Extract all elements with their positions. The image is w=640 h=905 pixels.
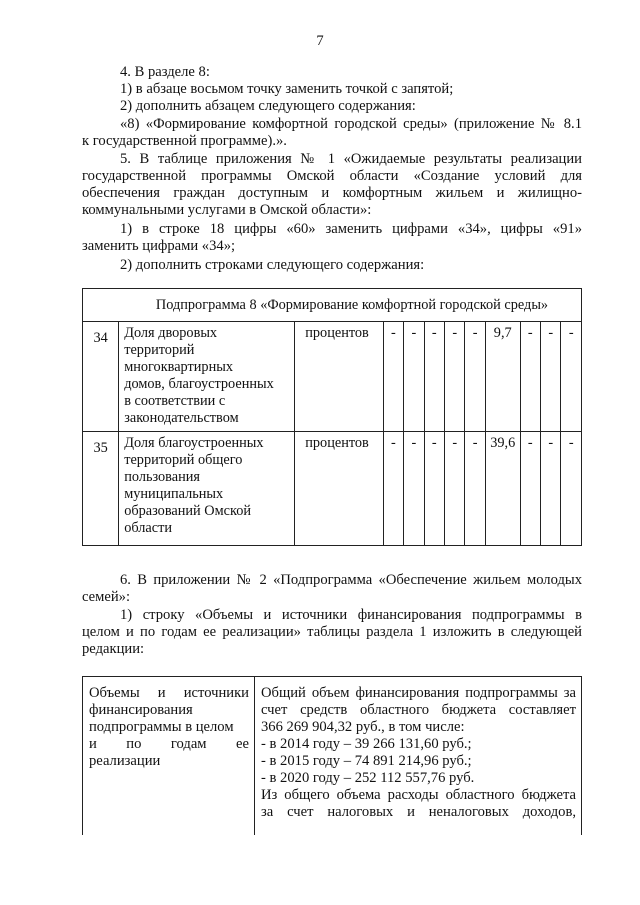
indicator-name-line: образований Омской [124,503,252,519]
paragraph-section-8: 4. В разделе 8: [120,64,210,80]
subprogram-header: Подпрограмма 8 «Формирование комфортной городской среды» [83,289,582,322]
paragraph-quote-line-1: «8) «Формирование комфортной городской среды» (приложение № 8.1 [120,116,582,132]
indicator-name-line: области [124,520,172,536]
value-cell: - [404,432,424,546]
value-cell: - [541,322,561,432]
paragraph-add-rows: 2) дополнить строками следующего содержания: [120,257,425,273]
paragraph-table-line-4: коммунальными услугами в Омской области»: [82,202,372,218]
indicator-name-line: многоквартирных [124,359,233,375]
indicator-name-line: территорий [124,342,195,358]
paragraph-table-line-3: обеспечения граждан доступным и комфортным жильем и жилищно- [82,185,582,201]
indicator-name-line: Доля благоустроенных [124,435,264,451]
value-cell: 9,7 [485,322,520,432]
value-cell: 39,6 [485,432,520,546]
value-cell: - [541,432,561,546]
row-number: 34 [83,322,119,432]
value-cell: - [465,322,485,432]
paragraph-appendix-line-1: 6. В приложении № 2 «Подпрограмма «Обеспечение жильем молодых [120,572,582,588]
table-row [83,432,582,546]
paragraph-financing-line-1: 1) строку «Объемы и источники финансирования подпрограммы в [120,607,582,623]
indicator-name-line: Доля дворовых [124,325,218,341]
financing-value-line: - в 2015 году – 74 891 214,96 руб.; [261,753,472,769]
financing-label-line: реализации [89,753,161,769]
indicator-name-line: домов, благоустроенных [124,376,274,392]
indicator-name-line: пользования [124,469,200,485]
unit-cell: процентов [295,432,383,546]
value-cell: - [561,432,582,546]
page-number: 7 [316,33,324,49]
paragraph-quote [82,116,582,150]
financing-value-line: счет средств областного бюджета составляет [261,702,576,718]
paragraph-appendix-line-2: семей»: [82,589,131,605]
table-header-row [83,289,582,322]
paragraph-financing-line-2: целом и по годам ее реализации» таблицы раздела 1 изложить в следующей [82,624,582,640]
paragraph-table-line-2: государственной программы Омской области «Создание условий для [82,168,582,184]
financing-label-line: подпрограммы в целом [89,719,234,735]
paragraph-replace-line-1: 1) в строке 18 цифры «60» заменить цифрами «34», цифры «91» [120,221,582,237]
financing-label-cell [83,677,255,836]
paragraph-table-app-1 [82,151,582,219]
value-cell: - [383,322,403,432]
value-cell: - [561,322,582,432]
paragraph-item-1: 1) в абзаце восьмом точку заменить точкой с запятой; [120,81,454,97]
paragraph-appendix-2 [82,572,582,606]
financing-value-cell [255,677,582,836]
indicator-name [119,432,295,546]
indicator-name-line: законодательством [124,410,239,426]
paragraph-financing-line-3: редакции: [82,641,145,657]
financing-label-line: и по годам ее [89,736,249,752]
value-cell: - [465,432,485,546]
row-number: 35 [83,432,119,546]
value-cell: - [520,432,540,546]
value-cell: - [424,432,444,546]
value-cell: - [424,322,444,432]
financing-value-line: Общий объем финансирования подпрограммы за [261,685,576,701]
value-cell: - [520,322,540,432]
financing-label-line: Объемы и источники [89,685,249,701]
financing-value-line: - в 2020 году – 252 112 557,76 руб. [261,770,475,786]
paragraph-table-line-1: 5. В таблице приложения № 1 «Ожидаемые результаты реализации [120,151,582,167]
financing-value-line: за счет налоговых и неналоговых доходов, [261,804,576,820]
paragraph-replace-digits [82,221,582,255]
value-cell: - [383,432,403,546]
indicator-name-line: территорий общего [124,452,243,468]
financing-table [82,676,582,835]
value-cell: - [445,432,465,546]
paragraph-item-2: 2) дополнить абзацем следующего содержания: [120,98,416,114]
unit-cell: процентов [295,322,383,432]
value-cell: - [445,322,465,432]
results-table [82,288,582,546]
financing-value-line: 366 269 904,32 руб., в том числе: [261,719,465,735]
indicator-name-line: муниципальных [124,486,224,502]
paragraph-replace-line-2: заменить цифрами «34»; [82,238,236,254]
paragraph-financing-row [82,607,582,658]
value-cell: - [404,322,424,432]
table-row [83,677,582,836]
indicator-name-line: в соответствии с [124,393,226,409]
financing-label-line: финансирования [89,702,193,718]
indicator-name [119,322,295,432]
financing-value-line: Из общего объема расходы областного бюджета [261,787,576,803]
paragraph-quote-line-2: к государственной программе).». [82,133,287,149]
financing-value-line: - в 2014 году – 39 266 131,60 руб.; [261,736,472,752]
table-row [83,322,582,432]
